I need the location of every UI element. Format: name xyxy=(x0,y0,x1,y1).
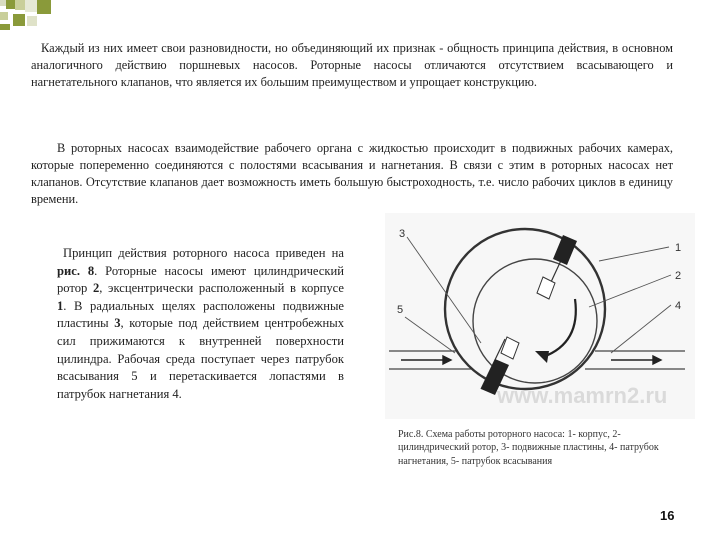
text-run: . Роторные насосы имеют цилиндрический ротор xyxy=(57,263,344,296)
text-run: . В радиальных щелях расположены подвижные пластины xyxy=(57,298,344,331)
text-run: Принцип действия роторного насоса приведен на xyxy=(63,246,344,260)
housing-number: 1 xyxy=(57,298,64,313)
vanes-number: 3 xyxy=(114,316,121,331)
text-run: , эксцентрически расположенный в корпусе xyxy=(99,281,344,296)
paragraph-rotary-interaction: В роторных насосах взаимодействие рабочего органа с жидкостью происходит в подвижных рабочих камерах, которые попеременно соединяются с полостями всасывания и нагнетания. В связи с этим в роторных насосах нет клапанов. Отсутствие клапанов дает возможность иметь большую быстроходность, т.е. число рабочих циклов в единицу времени. xyxy=(31,141,673,206)
diagram-label-5: 5 xyxy=(397,304,404,316)
paragraph-pump-varieties: Каждый из них имеет свои разновидности, но объединяющий их признак - общность принципа действия, в основном аналогичного действию поршневых насосов. Роторные насосы отличаются отсутствием всасывающего и нагнетательного клапанов, что является их большим преимуществом и упрощает конструкцию. xyxy=(31,41,673,89)
diagram-label-1: 1 xyxy=(675,242,682,254)
watermark: www.mamrn2.ru xyxy=(497,383,668,408)
page-number: 16 xyxy=(660,508,675,523)
rotary-pump-diagram xyxy=(385,213,695,419)
text-run: , которые под действием центробежных сил прижимаются к внутренней поверхности цилиндра. Рабочая среда поступает через патрубок всасывания 5 и перетаскивается лопастями в патрубок нагнетания 4. xyxy=(57,316,345,401)
figure-caption: Рис.8. Схема работы роторного насоса: 1- корпус, 2- цилиндрический ротор, 3- подвижные пластины, 4- патрубок нагнетания, 5- патрубок всасывания xyxy=(398,429,659,467)
diagram-label-3: 3 xyxy=(399,228,406,240)
rotor-number: 2 xyxy=(92,281,100,296)
figure-reference: рис. 8 xyxy=(57,263,95,278)
diagram-label-2: 2 xyxy=(675,270,682,282)
diagram-label-4: 4 xyxy=(675,300,682,312)
paragraph-operating-principle xyxy=(57,245,344,403)
decorative-header-pattern xyxy=(0,0,720,30)
